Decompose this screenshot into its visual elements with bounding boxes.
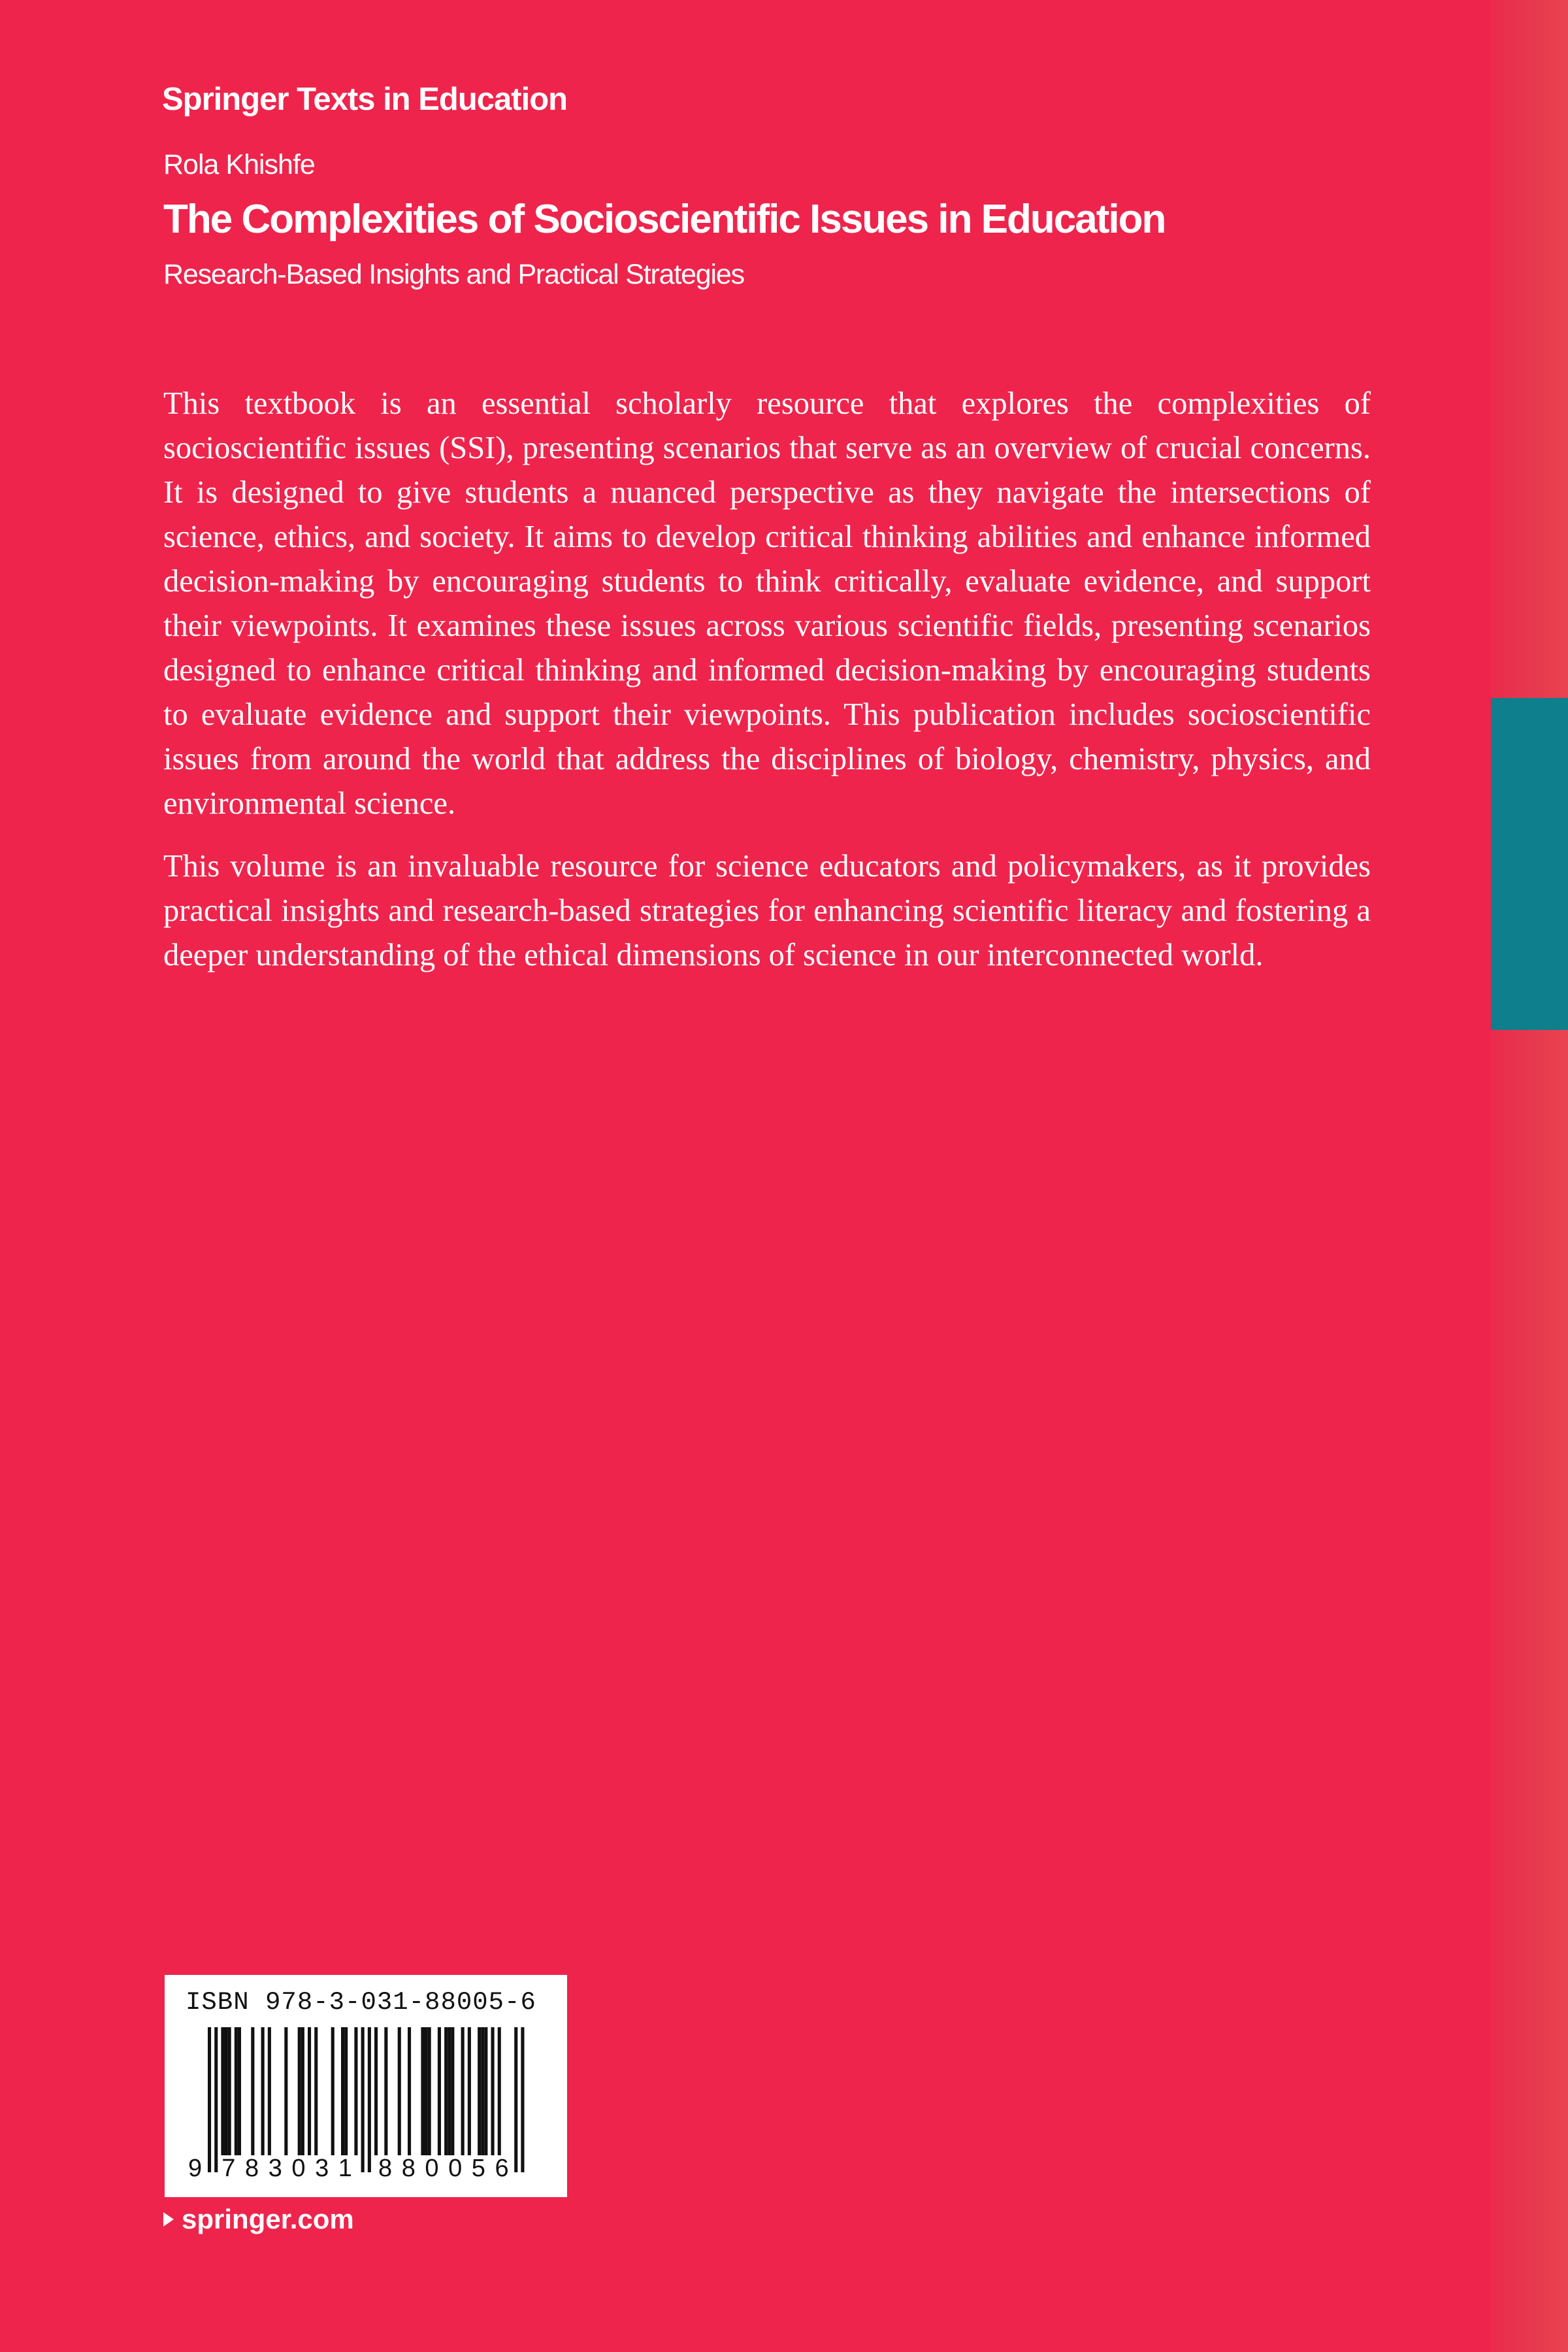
barcode-bar [308, 2027, 311, 2155]
barcode-bar [374, 2027, 378, 2155]
barcode-bar [498, 2027, 501, 2155]
barcode-bar [344, 2027, 348, 2155]
barcode-bar [484, 2027, 487, 2155]
barcode-bar [228, 2027, 231, 2155]
book-title: The Complexities of Socioscientific Issues in Education [163, 197, 1166, 242]
barcode-bar [461, 2027, 465, 2155]
barcode-digit: 3 [268, 2155, 282, 2182]
arrow-right-icon [163, 2212, 174, 2227]
barcode-bar [268, 2027, 271, 2155]
barcode-digit: 1 [338, 2155, 352, 2182]
barcode-bar [298, 2027, 301, 2155]
barcode-bar [225, 2027, 228, 2155]
barcode-digit: 8 [401, 2155, 416, 2182]
barcode-bar [398, 2027, 401, 2155]
cover-edge-strip [1491, 0, 1568, 2352]
barcode-digit: 0 [425, 2155, 439, 2182]
description-paragraph-1: This textbook is an essential scholarly resource that explores the complexities of socioscientific issues (SSI), presenting scenarios that serve as an overview of crucial concerns. It is designed to give students a nuanced perspective as they navigate the intersections of science, ethics, and society. It aims to develop critical thinking abilities and enhance informed decision-making by encouraging students to think critically, evaluate evidence, and support their viewpoints. It examines these issues across various scientific fields, presenting scenarios designed to enhance critical thinking and informed decision-making by encouraging students to evaluate evidence and support their viewpoints. This publication includes socioscientific issues from around the world that address the disciplines of biology, chemistry, physics, and environmental science. [163, 386, 1371, 821]
barcode-bar [354, 2027, 357, 2155]
barcode-bar [341, 2027, 344, 2155]
barcode-bar [438, 2027, 441, 2155]
barcode-bar [444, 2027, 448, 2155]
barcode-bar [448, 2027, 451, 2155]
description-paragraph-2: This volume is an invaluable resource for science educators and policymakers, as it provides practical insights and research-based strategies for enhancing scientific literacy and fostering a deeper understanding of the ethical dimensions of science in our interconnected world. [163, 849, 1371, 972]
barcode-bar [491, 2027, 495, 2155]
barcode-bar [331, 2027, 335, 2155]
book-subtitle: Research-Based Insights and Practical Strategies [163, 259, 744, 290]
barcode-digit: 3 [315, 2155, 329, 2182]
barcode-bar [478, 2027, 481, 2155]
barcode-digit: 0 [291, 2155, 306, 2182]
isbn-number: ISBN 978-3-031-88005-6 [186, 1988, 536, 2017]
barcode-digit: 8 [245, 2155, 259, 2182]
barcode-bar [214, 2027, 218, 2172]
barcode-digit: 0 [448, 2155, 463, 2182]
series-title: Springer Texts in Education [162, 82, 568, 117]
barcode-bar [428, 2027, 431, 2155]
barcode-bar [361, 2027, 365, 2172]
barcode-bar [514, 2027, 517, 2172]
barcode-digit: 7 [221, 2155, 236, 2182]
barcode-bar [521, 2027, 524, 2172]
teal-edge-tab [1491, 698, 1568, 1030]
barcode-digit: 9 [188, 2155, 203, 2182]
barcode-bar [314, 2027, 318, 2155]
barcode-bar [251, 2027, 254, 2155]
barcode-bar [468, 2027, 471, 2155]
barcode-digit: 5 [471, 2155, 485, 2182]
barcode-digit: 8 [378, 2155, 393, 2182]
barcode-bar [221, 2027, 224, 2155]
barcode-digits [165, 2155, 567, 2187]
publisher-website[interactable] [163, 2204, 354, 2235]
isbn-barcode [165, 1975, 567, 2197]
barcode-bar [425, 2027, 428, 2155]
website-label: springer.com [182, 2204, 354, 2234]
barcode-bar [408, 2027, 411, 2155]
barcode-bar [481, 2027, 484, 2155]
barcode-bar [451, 2027, 454, 2155]
barcode-bar [421, 2027, 424, 2155]
barcode-digit: 6 [495, 2155, 509, 2182]
barcode-bar [368, 2027, 371, 2172]
barcode-bar [261, 2027, 265, 2155]
barcode-bar [235, 2027, 238, 2155]
barcode-bar [208, 2027, 211, 2172]
barcode-bar [301, 2027, 304, 2155]
barcode-bar [384, 2027, 387, 2155]
author-name: Rola Khishfe [163, 149, 315, 180]
barcode-bar [238, 2027, 241, 2155]
barcode-bar [284, 2027, 287, 2155]
book-description [163, 382, 1371, 996]
